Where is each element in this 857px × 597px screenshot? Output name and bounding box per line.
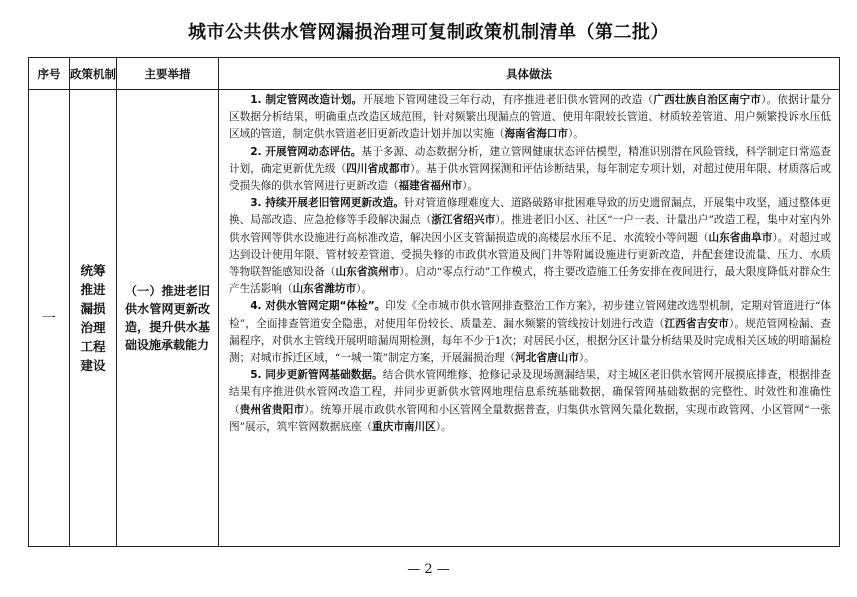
item-lead: 2. 开展管网动态评估。 bbox=[250, 145, 362, 158]
city-tag: 海南省海口市 bbox=[504, 128, 568, 141]
city-tag: 四川省成都市 bbox=[346, 162, 411, 175]
item-lead: 3. 持续开展老旧管网更新改造。 bbox=[250, 197, 405, 210]
row-number: 一 bbox=[29, 90, 70, 547]
header-detail: 具体做法 bbox=[219, 58, 840, 90]
city-tag: 山东省滨州市 bbox=[335, 266, 400, 279]
policy-cell: 统筹推进漏损治理工程建设 bbox=[70, 90, 117, 547]
table-row bbox=[29, 90, 840, 547]
document-title: 城市公共供水管网漏损治理可复制政策机制清单（第二批） bbox=[188, 22, 669, 43]
detail-item-3: 3. 持续开展老旧管网更新改造。针对管道修理难度大、道路破路审批困难导致的历史遗留漏点，开展集中攻坚，通过整体更换、局部改造、应急抢修等手段解决漏点（浙江省绍兴市）。推进老旧小区、社区“一户一表、计量出户”改造工程，集中对室内外供水管网等供水设施进行高标准改造，解决因小区支管漏损造成的高楼层水压不足、水流较小等问题（山东省曲阜市）。对超过或达到设计使用年限、管材较差管道、受损失修的市政供水管道及阀门井等附属设施进行更新改造，并配套建设流量、压力、水质等物联智能感知设备（山东省滨州市）。启动“零点行动”工作模式，将主要改造施工任务安排在夜间进行，最大限度降低对群众生产生活影响（山东省潍坊市）。 bbox=[229, 197, 832, 296]
detail-item-4: 4. 对供水管网定期“体检”。印发《全市城市供水管网排查整治工作方案》，初步建立管网建改选型机制，定期对管道进行“体检”，全面排查管道安全隐患，对使用年份较长、质量差、漏水频繁的管线按计划进行改造（江西省吉安市）。规范管网检漏、查漏程序，对供水主管线开展明暗漏周期检测，每年不少于1次；对居民小区，根据分区计量分析结果及时完成相关区域的明暗漏检测；对城市拆迁区域，“一城一策”制定方案，开展漏损治理（河北省唐山市）。 bbox=[229, 300, 832, 365]
detail-item-5: 5. 同步更新管网基础数据。结合供水管网维修、抢修记录及现场测漏结果，对主城区老旧供水管网开展摸底排查，根据排查结果有序推进供水管网改造工程，并同步更新供水管网地理信息系统基础数据，确保管网基础数据的完整性、时效性和准确性（贵州省贵阳市）。统筹开展市政供水管网和小区管网全量数据普查，归集供水管网矢量化数据，实现市政管网、小区管网“一张图”展示，筑牢管网数据底座（重庆市南川区）。 bbox=[229, 369, 832, 433]
city-tag: 贵州省贵阳市 bbox=[239, 403, 305, 416]
city-tag: 河北省唐山市 bbox=[515, 352, 579, 365]
city-tag: 山东省潍坊市 bbox=[292, 283, 357, 296]
city-tag: 福建省福州市 bbox=[398, 180, 463, 193]
city-tag: 广西壮族自治区南宁市 bbox=[653, 94, 762, 106]
detail-cell bbox=[219, 90, 840, 547]
city-tag: 江西省吉安市 bbox=[664, 317, 729, 330]
detail-item-2: 2. 开展管网动态评估。基于多源、动态数据分析，建立管网健康状态评估模型，精准识别潜在风险管线，科学制定日常巡查计划，确定更新优先级（四川省成都市）。基于供水管网探测和评估诊断结果，每年制定专项计划，对超过使用年限、材质落后或受损失修的供水管网进行更新改造（福建省福州市）。 bbox=[229, 145, 832, 193]
header-no: 序号 bbox=[29, 58, 70, 90]
header-policy: 政策机制 bbox=[70, 58, 117, 90]
item-lead: 4. 对供水管网定期“体检”。 bbox=[250, 300, 386, 313]
city-tag: 重庆市南川区 bbox=[372, 420, 436, 433]
item-lead: 5. 同步更新管网基础数据。 bbox=[250, 369, 383, 382]
header-measure: 主要举措 bbox=[117, 58, 219, 90]
detail-item-1: 1. 制定管网改造计划。开展地下管网建设三年行动，有序推进老旧供水管网的改造（广西壮族自治区南宁市）。依据计量分区数据分析结果，明确重点改造区域范围，针对频繁出现漏点的管道、使用年限较长管道、材质较差管道、用户频繁投诉水压低区域的管道，制定供水管道老旧更新改造计划并加以实施（海南省海口市）。 bbox=[229, 94, 832, 141]
table-header-row bbox=[29, 58, 840, 90]
city-tag: 浙江省绍兴市 bbox=[431, 214, 496, 227]
item-lead: 1. 制定管网改造计划。 bbox=[250, 94, 363, 106]
city-tag: 山东省曲阜市 bbox=[708, 231, 773, 244]
page-number: — 2 — bbox=[407, 562, 450, 577]
measure-cell: （一）推进老旧供水管网更新改造，提升供水基础设施承载能力 bbox=[117, 90, 219, 547]
policy-table bbox=[28, 57, 840, 547]
